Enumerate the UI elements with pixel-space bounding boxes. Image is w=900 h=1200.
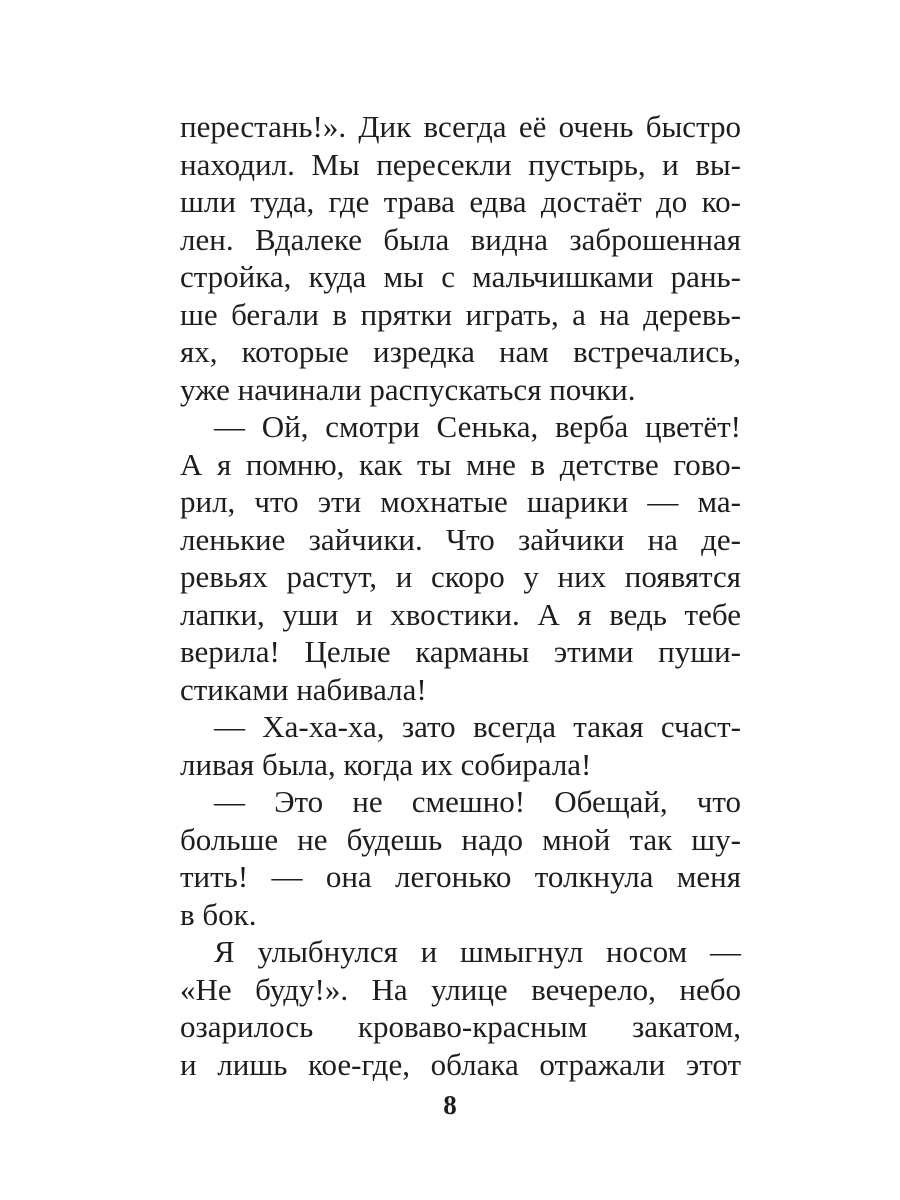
text-line: стройка, куда мы с мальчишками рань- [180, 259, 741, 294]
text-line: «Не буду!». На улице вечерело, небо [180, 971, 741, 1007]
text-line: верила! Целые карманы этими пуши- [180, 634, 741, 669]
text-line: озарилось кроваво-красным закатом, [180, 1009, 741, 1044]
text-line: тить! — она легонько толкнула меня [180, 859, 741, 894]
text-line: — Это не смешно! Обещай, что [214, 784, 741, 819]
text-line: и лишь кое-где, облака отражали этот [180, 1046, 741, 1082]
text-line: ленькие зайчики. Что зайчики на де- [180, 521, 741, 557]
text-line: А я помню, как ты мне в детстве гово- [180, 446, 741, 482]
text-line: — Ха-ха-ха, зато всегда такая счаст- [214, 709, 741, 744]
text-line: — Ой, смотри Сенька, верба цветёт! [214, 409, 741, 444]
text-line: ях, которые изредка нам встречались, [180, 334, 741, 369]
text-line: в бок. [180, 896, 257, 932]
text-line: больше не будешь надо мной так шу- [180, 821, 741, 857]
text-line: ливая была, когда их собирала! [180, 746, 592, 782]
text-line: шли туда, где трава едва достаёт до ко- [180, 184, 741, 219]
text-line: уже начинали распускаться почки. [180, 371, 636, 407]
text-line: стиками набивала! [180, 671, 427, 707]
text-line: ше бегали в прятки играть, а на деревь- [180, 296, 741, 332]
text-line: лапки, уши и хвостики. А я ведь тебе [180, 596, 741, 632]
text-line: лен. Вдалеке была видна заброшенная [180, 221, 741, 257]
page-body-text [180, 108, 741, 1083]
text-line: рил, что эти мохнатые шарики — ма- [180, 484, 741, 519]
text-line: ревьях растут, и скоро у них появятся [180, 559, 741, 594]
text-line: находил. Мы пересекли пустырь, и вы- [180, 146, 741, 182]
text-line: перестань!». Дик всегда её очень быстро [180, 109, 741, 144]
text-line: Я улыбнулся и шмыгнул носом — [214, 934, 741, 969]
page-number: 8 [443, 1090, 457, 1120]
